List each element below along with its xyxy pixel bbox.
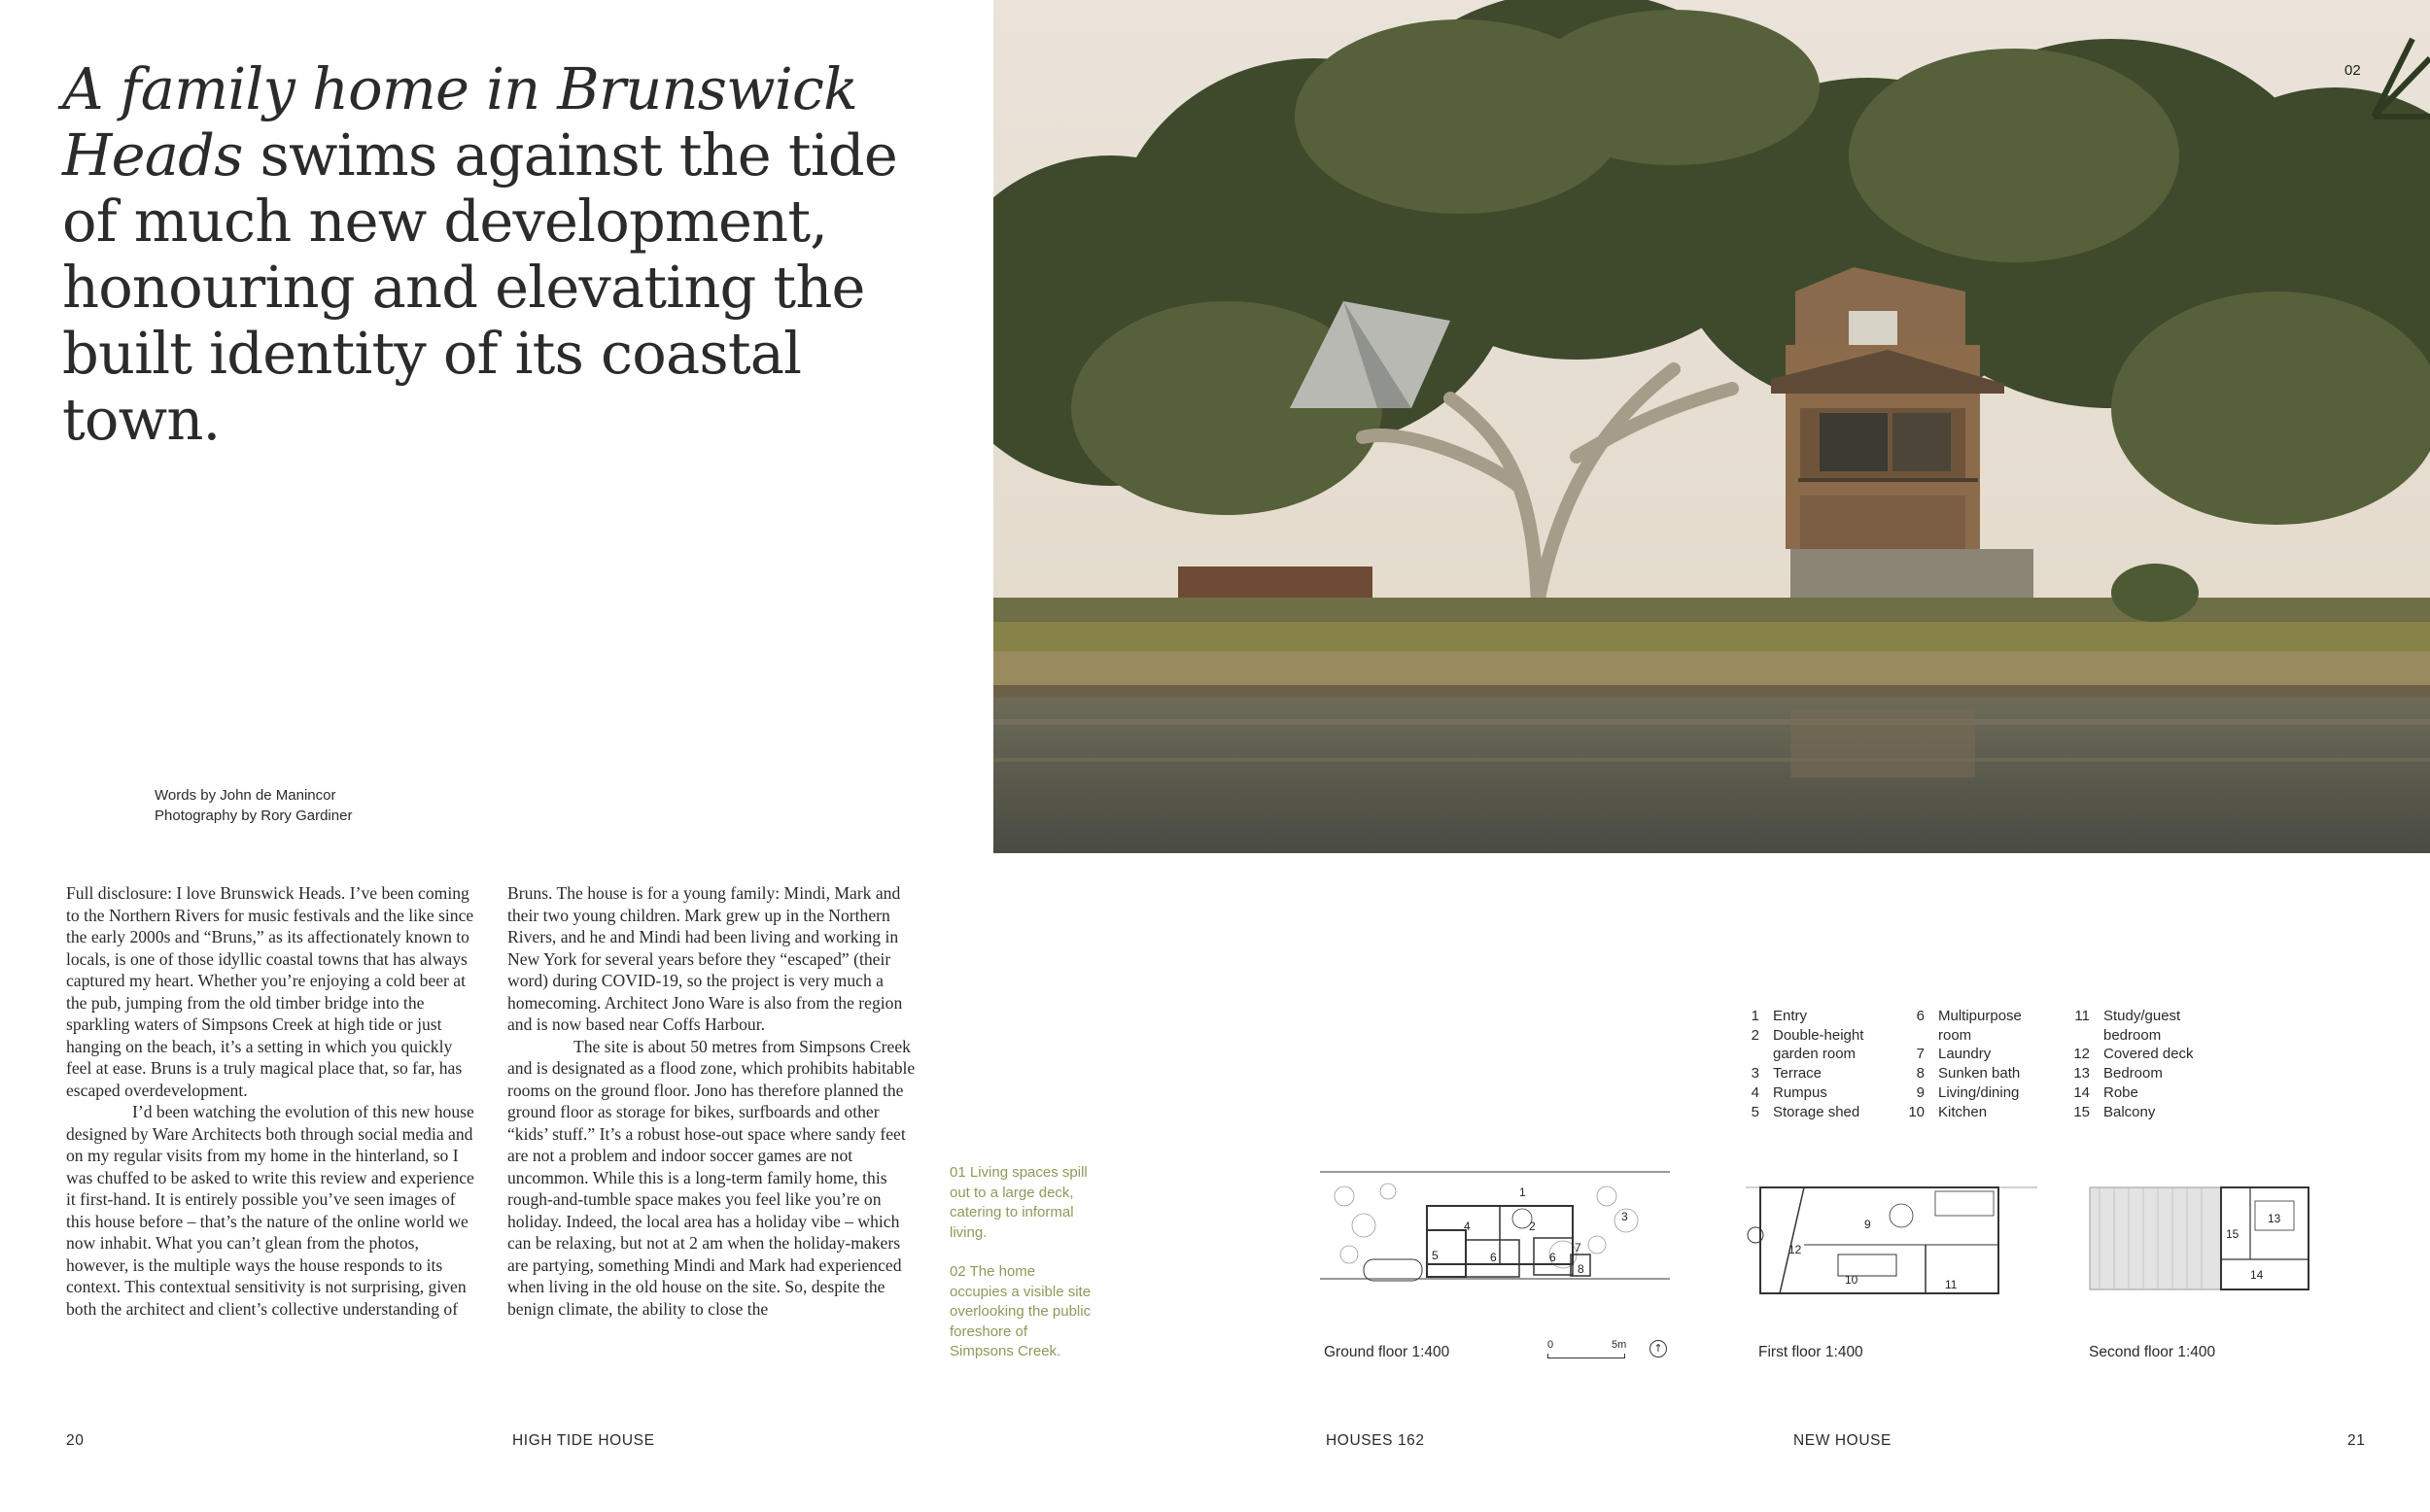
legend-item: 8 Sunken bath	[1916, 1065, 2021, 1082]
paragraph: The site is about 50 metres from Simpsons Creek and is designated as a flood zone, which prohibits habitable rooms on the ground floor. Jono has therefore planned the ground floor as storage for bikes, surfboards and other “kids’ stuff.” It’s a robust hose-out space where sandy feet are not a problem and indoor soccer games are not uncommon. While this is a long-term family home, this rough-and-tumble space makes you feel like you’re on holiday. Indeed, the local area has a holiday vibe – which can be relaxing, but not at 2 am when the holiday-makers are partying, something Mindi and Mark had experienced when living in the old house on the site. So, despite the benign climate, the ability to close the	[507, 1036, 916, 1319]
headline-italic: A family home in Brunswick Heads	[62, 55, 858, 189]
room-number: 1	[1519, 1186, 1526, 1199]
scale-bar-end: 5m	[1612, 1339, 1627, 1351]
second-floor-plan	[2070, 1152, 2401, 1326]
room-number: 12	[1788, 1243, 1802, 1256]
room-number: 7	[1575, 1241, 1581, 1254]
legend-item: 10 Kitchen	[1908, 1103, 1988, 1120]
magazine-issue: HOUSES 162	[1326, 1432, 1425, 1449]
ground-floor-label: Ground floor 1:400	[1324, 1344, 1450, 1360]
article-title: HIGH TIDE HOUSE	[512, 1432, 655, 1449]
body-column-1	[66, 882, 478, 1320]
body-column-2	[507, 882, 920, 1320]
legend-item: 4 Rumpus	[1751, 1083, 1827, 1101]
legend-item: 7 Laundry	[1916, 1046, 1992, 1063]
legend-item: 6 Multipurpose room	[1916, 1008, 2022, 1044]
room-number: 6	[1490, 1251, 1497, 1264]
legend-item: 5 Storage shed	[1751, 1103, 1860, 1120]
room-number: 5	[1432, 1249, 1439, 1262]
legend-item: 3 Terrace	[1751, 1065, 1822, 1082]
section-name: NEW HOUSE	[1793, 1432, 1892, 1449]
legend-item: 11 Study/guest bedroom	[2074, 1008, 2181, 1044]
legend-item: 12 Covered deck	[2073, 1046, 2194, 1063]
first-floor-plan	[1746, 1152, 2037, 1326]
photo-number: 02	[2344, 62, 2361, 79]
plan-legend-col-2	[1903, 1007, 2065, 1121]
legend-item: 15 Balcony	[2073, 1103, 2156, 1120]
room-number: 9	[1864, 1218, 1871, 1231]
headline-rest: swims against the tide of much new development, honouring and elevating the built identity of its coastal town.	[62, 121, 897, 453]
room-number: 14	[2250, 1268, 2264, 1282]
words-credit: Words by John de Manincor	[155, 787, 336, 804]
ground-floor-plan	[1320, 1152, 1670, 1326]
room-number: 11	[1945, 1278, 1958, 1291]
legend-item: 9 Living/dining	[1916, 1083, 2020, 1101]
scale-bar-start: 0	[1547, 1339, 1554, 1351]
page-number-left: 20	[66, 1432, 85, 1449]
room-number: 13	[2268, 1212, 2281, 1225]
second-floor-label: Second floor 1:400	[2089, 1344, 2216, 1360]
photo-credit: Photography by Rory Gardiner	[155, 808, 353, 824]
paragraph: Bruns. The house is for a young family: Mindi, Mark and their two young children. Mark grew up in the Northern Rivers, and he and Mindi had been living and working in New York for several years before they “escaped” (their word) during COVID-19, so the project is very much a homecoming. Architect Jono Ware is also from the region and is now based near Coffs Harbour.	[507, 883, 903, 1034]
north-arrow-icon: ↑	[1649, 1340, 1667, 1357]
house-photo	[993, 0, 2430, 853]
photo-captions	[950, 1163, 1095, 1382]
scale-bar	[1547, 1354, 1625, 1358]
room-number: 10	[1845, 1273, 1858, 1287]
page-number-right: 21	[2347, 1432, 2366, 1449]
room-number: 4	[1464, 1220, 1471, 1233]
plan-legend-col-1	[1738, 1007, 1899, 1121]
room-number: 3	[1621, 1210, 1628, 1223]
room-number: 8	[1578, 1262, 1584, 1276]
paragraph: I’d been watching the evolution of this new house designed by Ware Architects both through social media and on my regular visits from my home in the hinterland, so I was chuffed to be asked to write this review and experience it first-hand. It is entirely possible you’ve seen images of this house before – that’s the nature of the online world we now inhabit. What you can’t glean from the photos, however, is the multiple ways the house responds to its context. This contextual sensitivity is not surprising, given both the architect and client’s collective understanding of	[66, 1102, 474, 1319]
plan-legend-col-3	[2068, 1007, 2230, 1121]
headline	[62, 56, 937, 453]
caption-02: 02 The home occupies a visible site overlooking the public foreshore of Simpsons Creek.	[950, 1263, 1092, 1359]
paragraph: Full disclosure: I love Brunswick Heads. I’ve been coming to the Northern Rivers for music festivals and the like since the early 2000s and “Bruns,” as its affectionately known to locals, is one of those idyllic coastal towns that has always captured my heart. Whether you’re enjoying a cold beer at the pub, jumping from the old timber bridge into the sparkling waters of Simpsons Creek at high tide or just hanging on the beach, it’s a setting in which you quickly feel at ease. Bruns is a truly magical place that, so far, has escaped overdevelopment.	[66, 883, 474, 1100]
room-number: 2	[1529, 1220, 1536, 1233]
room-number: 6	[1549, 1251, 1556, 1264]
legend-item: 14 Robe	[2073, 1083, 2138, 1101]
legend-item: 1 Entry	[1751, 1008, 1808, 1024]
credits	[155, 785, 352, 826]
first-floor-label: First floor 1:400	[1758, 1344, 1863, 1360]
legend-item: 2 Double-height garden room	[1751, 1026, 1864, 1063]
room-number: 15	[2226, 1227, 2239, 1241]
legend-item: 13 Bedroom	[2073, 1065, 2163, 1082]
caption-01: 01 Living spaces spill out to a large deck, catering to informal living.	[950, 1164, 1088, 1241]
